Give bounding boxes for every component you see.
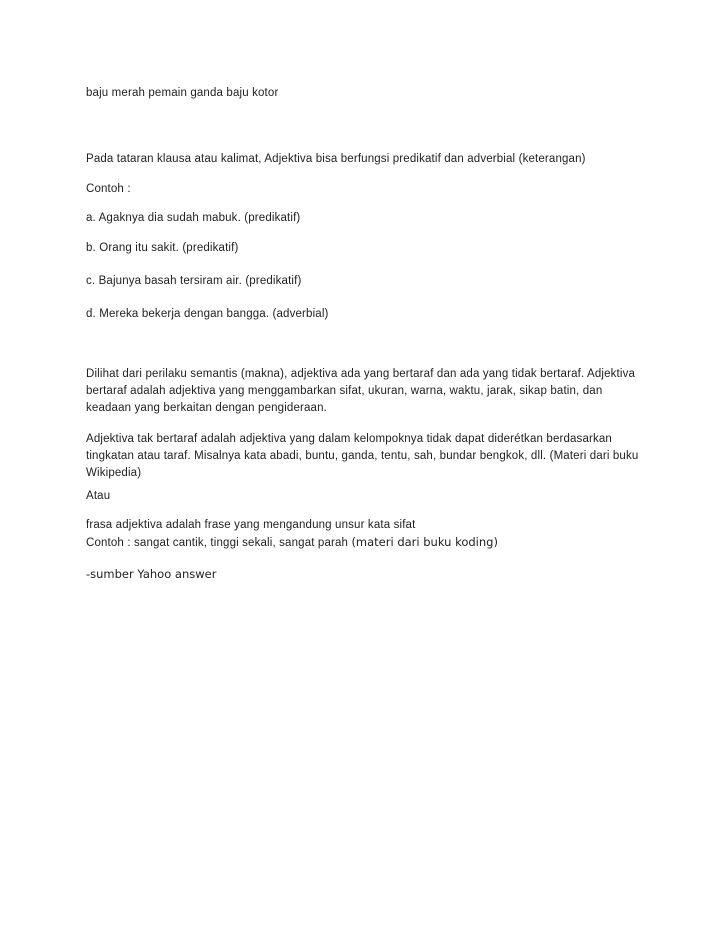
paragraph-line: Adjektiva tak bertaraf adalah adjektiva yang dalam kelompoknya tidak dapat diderétkan berdasarkan bbox=[86, 433, 612, 445]
paragraph-tak-bertaraf bbox=[86, 431, 660, 482]
contoh-frasa-text: Contoh : sangat cantik, tinggi sekali, sangat parah bbox=[86, 537, 352, 549]
example-item-a: a. Agaknya dia sudah mabuk. (predikatif) bbox=[86, 212, 301, 224]
example-item-b: b. Orang itu sakit. (predikatif) bbox=[86, 242, 239, 254]
paragraph-line: bertaraf adalah adjektiva yang menggambarkan sifat, ukuran, warna, waktu, jarak, sikap batin, dan bbox=[86, 385, 603, 397]
text-line-title: baju merah pemain ganda baju kotor bbox=[86, 87, 279, 99]
source-note: (materi dari buku koding) bbox=[351, 535, 498, 549]
example-item-c: c. Bajunya basah tersiram air. (predikatif) bbox=[86, 275, 302, 287]
paragraph-line: tingkatan atau taraf. Misalnya kata abadi, buntu, ganda, tentu, sah, bundar bengkok, dll. (Materi dari buku bbox=[86, 450, 639, 462]
text-line-sumber: -sumber Yahoo answer bbox=[86, 567, 217, 581]
text-line-contoh: Contoh : bbox=[86, 183, 131, 195]
paragraph-line: keadaan yang berkaitan dengan pengideraan. bbox=[86, 402, 327, 414]
text-line-contoh-frasa bbox=[86, 535, 656, 550]
paragraph-bertaraf bbox=[86, 366, 660, 417]
text-line-intro: Pada tataran klausa atau kalimat, Adjektiva bisa berfungsi predikatif dan adverbial (keterangan) bbox=[86, 153, 586, 165]
paragraph-line: Dilihat dari perilaku semantis (makna), adjektiva ada yang bertaraf dan ada yang tidak bertaraf. Adjektiva bbox=[86, 368, 636, 380]
example-item-d: d. Mereka bekerja dengan bangga. (adverbial) bbox=[86, 308, 329, 320]
text-line-frasa: frasa adjektiva adalah frase yang mengandung unsur kata sifat bbox=[86, 519, 416, 531]
text-line-atau: Atau bbox=[86, 490, 111, 502]
paragraph-line: Wikipedia) bbox=[86, 467, 142, 479]
